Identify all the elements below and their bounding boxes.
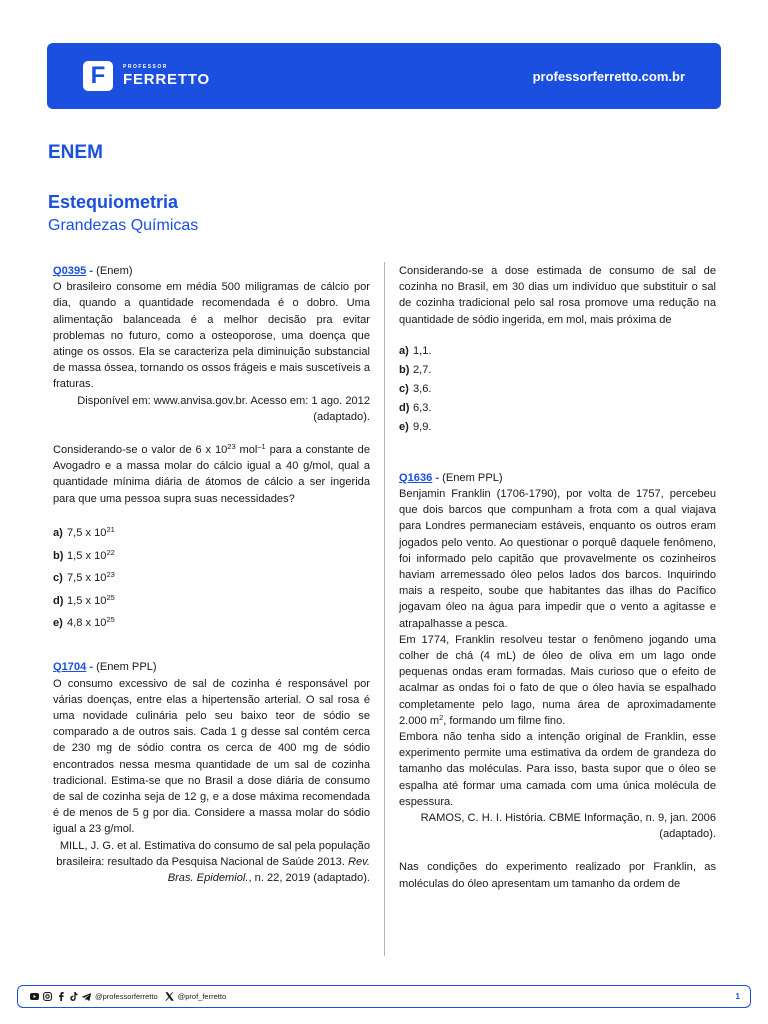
reference-journal: Rev. Bras. Epidemiol. bbox=[167, 855, 370, 884]
question-code[interactable]: Q0395 bbox=[53, 265, 87, 277]
question-header bbox=[53, 659, 370, 675]
question-code[interactable]: Q1704 bbox=[53, 661, 87, 674]
column-divider bbox=[384, 262, 385, 956]
question-reference: Disponível em: www.anvisa.gov.br. Acesso em: 1 ago. 2012 (adaptado). bbox=[77, 394, 370, 423]
value-exponent: 22 bbox=[106, 547, 115, 557]
alternative-letter: b) bbox=[399, 363, 410, 376]
value-base: 4,8 x 10 bbox=[67, 617, 107, 630]
question-stem bbox=[53, 442, 370, 507]
brand-small-label: PROFESSOR bbox=[123, 64, 168, 70]
alternative-letter: c) bbox=[53, 572, 63, 585]
alternative-a[interactable] bbox=[53, 519, 370, 542]
question-q1636 bbox=[399, 470, 716, 892]
question-code[interactable]: Q1636 bbox=[399, 471, 433, 484]
question-source: (Enem PPL) bbox=[96, 661, 157, 674]
exam-title: ENEM bbox=[48, 142, 103, 163]
footer-handle[interactable]: @prof_ferretto bbox=[177, 992, 227, 1001]
value-exponent: 21 bbox=[106, 525, 115, 535]
brand-text bbox=[123, 65, 210, 87]
telegram-icon[interactable] bbox=[82, 992, 91, 1001]
question-header bbox=[399, 470, 716, 486]
alternative-e[interactable] bbox=[53, 609, 370, 632]
question-code-dash: - bbox=[432, 471, 443, 484]
alternative-letter: c) bbox=[399, 382, 409, 395]
question-code-dash: - bbox=[86, 265, 97, 277]
alternative-letter: d) bbox=[53, 594, 64, 607]
subtopic-title: Grandezas Químicas bbox=[48, 217, 199, 234]
alternative-letter: a) bbox=[53, 527, 63, 540]
instagram-icon[interactable] bbox=[43, 992, 52, 1001]
alternative-a[interactable] bbox=[399, 340, 716, 359]
alternative-d[interactable] bbox=[53, 586, 370, 609]
value-exponent: 25 bbox=[106, 615, 115, 625]
alternative-letter: a) bbox=[399, 344, 409, 357]
alternative-value bbox=[67, 570, 115, 586]
stem-exponent: 23 bbox=[227, 442, 236, 452]
question-source: (Enem PPL) bbox=[442, 471, 503, 484]
alternative-value bbox=[67, 593, 115, 609]
x-icon[interactable] bbox=[165, 992, 174, 1001]
topic-title: Estequiometria bbox=[48, 192, 179, 212]
site-link[interactable]: professorferretto.com.br bbox=[532, 68, 685, 84]
alternative-letter: d) bbox=[399, 401, 410, 414]
text-exponent: 2 bbox=[439, 712, 444, 722]
alternative-value: 3,6. bbox=[413, 382, 432, 395]
question-stem: Considerando-se a dose estimada de consumo de sal de cozinha no Brasil, em 30 dias um indivíduo que substituir o sal de cozinha tradicional pelo sal rosa promove uma redução na quantidade de sódio ingerida, em mol, mais próxima de bbox=[399, 265, 716, 326]
value-exponent: 23 bbox=[106, 570, 115, 580]
question-stem: Nas condições do experimento realizado por Franklin, as moléculas do óleo apresentam um tamanho da ordem de bbox=[399, 861, 716, 890]
alternative-b[interactable] bbox=[399, 359, 716, 378]
alternative-d[interactable] bbox=[399, 397, 716, 416]
social-links bbox=[30, 992, 226, 1001]
reference-part: MILL, J. G. et al. Estimativa do consumo de sal pela população brasileira: resultado da Pesquisa Nacional de Saúde 2013. bbox=[56, 839, 370, 868]
alternative-c[interactable] bbox=[53, 564, 370, 587]
alternative-letter: e) bbox=[399, 420, 409, 433]
alternative-e[interactable] bbox=[399, 416, 716, 435]
question-text bbox=[399, 632, 716, 729]
alternative-value: 2,7. bbox=[413, 363, 432, 376]
question-text: O consumo excessivo de sal de cozinha é responsável por várias doenças, entre elas a hipertensão arterial. O sal rosa é uma novidade culinária pelo seu baixo teor de sódio se comparado a de outros sais. Cada 1 g desse sal contém cerca de 230 mg de sódio contra os cerca de 400 mg de sódio encontrados nessa mesma quantidade de um sal de cozinha tradicional. Estima-se que no Brasil a dose diária de consumo de sal de cozinha seja de 12 g, e a dose máxima recomendada é de menos de 5 g por dia. Considere a massa molar do sódio igual a 23 g/mol. bbox=[53, 677, 370, 836]
facebook-icon[interactable] bbox=[56, 992, 65, 1001]
alternative-value: 6,3. bbox=[413, 401, 432, 414]
page-header bbox=[47, 43, 721, 109]
alternative-value bbox=[67, 548, 115, 564]
alternative-letter: b) bbox=[53, 549, 64, 562]
alternative-b[interactable] bbox=[53, 541, 370, 564]
question-reference: RAMOS, C. H. I. História. CBME Informação, n. 9, jan. 2006 (adaptado). bbox=[420, 812, 716, 841]
page-footer bbox=[17, 985, 751, 1008]
text-part: , formando um filme fino. bbox=[443, 714, 566, 727]
stem-exponent: –1 bbox=[257, 442, 266, 452]
footer-handle[interactable]: @professorferretto bbox=[95, 992, 158, 1001]
value-base: 1,5 x 10 bbox=[67, 549, 107, 562]
alternative-value: 9,9. bbox=[413, 420, 432, 433]
value-exponent: 25 bbox=[106, 592, 115, 602]
stem-part: mol bbox=[235, 444, 258, 457]
alternative-value: 1,1. bbox=[413, 344, 432, 357]
tiktok-icon[interactable] bbox=[69, 992, 78, 1001]
question-q1704 bbox=[53, 659, 370, 886]
value-base: 1,5 x 10 bbox=[67, 594, 107, 607]
question-header bbox=[53, 263, 370, 279]
text-part: Em 1774, Franklin resolveu testar o fenômeno jogando uma colher de chá (4 mL) de óleo de oliva em um lago onde pequenas ondas eram formadas. Mais curioso que o efeito de acalmar as ondas foi o fato de que o óleo havia se espalhado completamente pelo lago, numa área de aproximadamente 2.000 m bbox=[399, 633, 716, 727]
question-q0395 bbox=[53, 263, 370, 631]
right-column bbox=[399, 263, 716, 892]
alternatives-list bbox=[399, 340, 716, 435]
alternative-value bbox=[67, 525, 115, 541]
alternative-value bbox=[67, 615, 115, 631]
question-code-dash: - bbox=[86, 661, 97, 674]
alternative-c[interactable] bbox=[399, 378, 716, 397]
question-reference bbox=[53, 838, 370, 887]
alternatives-list bbox=[53, 519, 370, 632]
left-column bbox=[53, 263, 370, 886]
reference-part: , n. 22, 2019 (adaptado). bbox=[248, 871, 370, 884]
youtube-icon[interactable] bbox=[30, 992, 39, 1001]
question-source: (Enem) bbox=[96, 265, 133, 277]
stem-part: para a constante de Avogadro e a massa molar do cálcio igual a 40 g/mol, qual a quantidade mínima diária de átomos de cálcio a ser ingerida para que uma pessoa supra suas necessidades? bbox=[53, 444, 370, 505]
page-number: 1 bbox=[735, 992, 740, 1001]
brand-name: FERRETTO bbox=[123, 71, 210, 88]
stem-part: Considerando-se o valor de 6 x 10 bbox=[53, 444, 228, 457]
logo-mark: F bbox=[83, 61, 113, 91]
value-base: 7,5 x 10 bbox=[67, 572, 107, 585]
question-text: O brasileiro consome em média 500 miligramas de cálcio por dia, quando a quantidade recomendada é o dobro. Uma alimentação balanceada é a melhor decisão pra evitar problemas no futuro, como a osteoporose, uma doença que atinge os ossos. Ela se caracteriza pela diminuição substancial de massa óssea, tornando os ossos frágeis e mais suscetíveis a fraturas. bbox=[53, 281, 370, 391]
question-text: Embora não tenha sido a intenção original de Franklin, esse experimento permite uma estimativa da ordem de grandeza do tamanho das moléculas. Para isso, basta supor que o óleo se espalha até formar uma camada com uma única molécula de espessura. bbox=[399, 731, 716, 808]
question-text: Benjamin Franklin (1706-1790), por volta de 1757, percebeu que dois barcos que compunham a frota com a qual viajava para Londres permaneciam estáveis, enquanto os outros eram jogados pelo vento. Ao questionar o porquê daquele fenômeno, foi informado pelo capitão que provavelmente os cozinheiros haviam arremessado óleo pelos lados dos barcos. Inquirindo mais a respeito, soube que habitantes das ilhas do Pacífico jogavam óleo na água para impedir que o vento a agitasse e atrapalhasse a pesca. bbox=[399, 488, 716, 630]
brand-logo[interactable] bbox=[83, 61, 210, 91]
alternative-letter: e) bbox=[53, 617, 63, 630]
value-base: 7,5 x 10 bbox=[67, 527, 107, 540]
